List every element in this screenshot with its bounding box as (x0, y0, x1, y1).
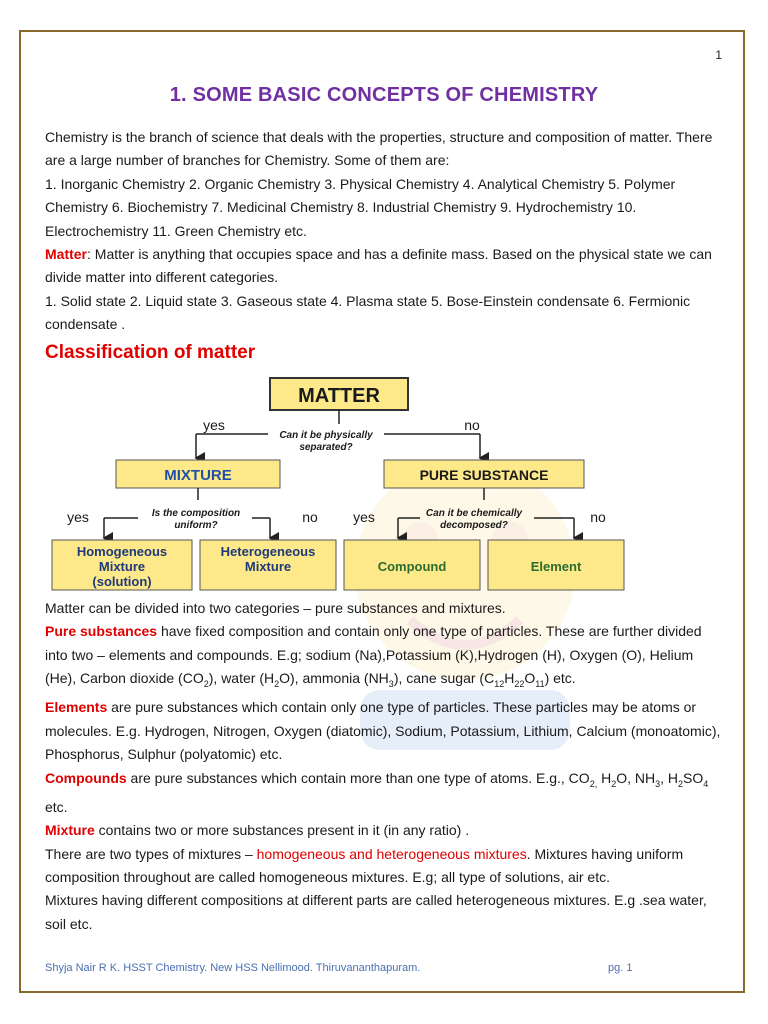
matter-definition (45, 243, 725, 290)
question-composition-uniform-line1: Is the composition (151, 508, 241, 519)
page-footer (45, 962, 635, 974)
elements-term: Elements (45, 699, 108, 716)
question-composition-uniform-line2: uniform? (174, 520, 218, 531)
pure-sub2: 2 (274, 679, 280, 690)
compounds-paragraph (45, 767, 725, 820)
compounds-sub1: 2, (589, 778, 598, 789)
pure-sub5: 22 (514, 679, 525, 690)
question-chemically-decomposed-line2: decomposed? (440, 520, 508, 531)
matter-divided-text: Matter can be divided into two categories – pure substances and mixtures. (45, 600, 506, 616)
yes-label-2: yes (67, 509, 89, 525)
compounds-sub5: 4 (703, 778, 709, 789)
compounds-text-e: SO (683, 769, 704, 786)
mixture-text: contains two or more substances present in it (in any ratio) . (94, 822, 470, 839)
pure-text-g: ) etc. (544, 670, 576, 687)
compounds-sub4: 2 (678, 778, 684, 789)
footer-source: Shyja Nair R K. HSST Chemistry. New HSS Nellimood. Thiruvananthapuram. (45, 962, 421, 974)
pure-substances-paragraph (45, 620, 725, 696)
compounds-text-d: , H (660, 769, 679, 786)
no-label-1: no (464, 417, 480, 433)
matter-term: Matter (45, 246, 88, 263)
pure-substances-term: Pure substances (45, 623, 158, 640)
compound-label: Compound (377, 559, 447, 574)
compounds-term: Compounds (45, 769, 127, 786)
intro-text: Chemistry is the branch of science that deals with the properties, structure and composition of matter. There are a large number of branches for Chemistry. Some of them are: (45, 129, 713, 169)
pure-sub6: 11 (535, 679, 545, 690)
pure-sub1: 2 (203, 679, 209, 690)
pure-text-d: ), cane sugar (C (393, 670, 495, 687)
homogeneous-line2: Mixture (98, 559, 146, 574)
types-text-b: . Mixtures having uniform composition throughout are called homogeneous mixtures. E.g; all type of solutions, air etc. (45, 845, 684, 886)
classification-diagram (42, 374, 632, 594)
homogeneous-line3: (solution) (92, 574, 152, 589)
pure-text-e: H (504, 670, 515, 687)
page-title: 1. SOME BASIC CONCEPTS OF CHEMISTRY (169, 84, 599, 106)
mixture-types-highlight: homogeneous and heterogeneous mixtures (256, 845, 527, 862)
no-label-3: no (590, 509, 606, 525)
intro-paragraph (45, 126, 725, 337)
pure-text-a: have fixed composition and contain only one type of particles. These are further divided into two – elements and compounds. E.g; sodium (Na),Potassium (K),Hydrogen (H), Oxygen (O), Helium (He), Carbon dioxide (CO (45, 623, 702, 687)
matter-label: MATTER (298, 385, 380, 407)
compounds-sub2: 2 (611, 778, 617, 789)
pure-text-b: ), water (H (208, 670, 275, 687)
elements-paragraph (45, 696, 725, 766)
pure-substance-label: PURE SUBSTANCE (419, 467, 549, 483)
footer-page: pg. 1 (608, 962, 633, 974)
compounds-text-a: are pure substances which contain more than one type of atoms. E.g., CO (126, 769, 590, 786)
compounds-text-b: H (597, 769, 612, 786)
yes-label-3: yes (353, 509, 375, 525)
compounds-text-c: O, NH (616, 769, 656, 786)
mixture-types-paragraph (45, 843, 725, 890)
states-list: 1. Solid state 2. Liquid state 3. Gaseous state 4. Plasma state 5. Bose-Einstein condensate 6. Fermionic condensate . (45, 292, 691, 333)
branches-list: 1. Inorganic Chemistry 2. Organic Chemistry 3. Physical Chemistry 4. Analytical Chemistry 5. Polymer Chemistry 6. Biochemistry 7. Medicinal Chemistry 8. Industrial Chemistry 9. Hydrochemistry 10. Electrochemistry 11. Green Chemistry etc. (45, 175, 676, 239)
elements-text: are pure substances which contain only one type of particles. These particles may be atoms or molecules. E.g. Hydrogen, Nitrogen, Oxygen (diatomic), Sodium, Potassium, Lithium, Calcium (monoatomic), Phosphorus, Sulphur (polyatomic) etc. (45, 699, 721, 763)
pure-sub4: 12 (494, 679, 505, 690)
types-text-a: There are two types of mixtures – (45, 845, 257, 862)
body-text (45, 597, 725, 936)
yes-label-1: yes (203, 417, 225, 433)
element-label: Element (530, 559, 582, 574)
pure-text-f: O (524, 670, 536, 687)
heterogeneous-line1: Heterogeneous (220, 544, 316, 559)
compounds-text-f: etc. (45, 798, 68, 815)
mixture-paragraph (45, 819, 725, 842)
compounds-sub3: 3 (655, 778, 661, 789)
homogeneous-line1: Homogeneous (76, 544, 168, 559)
no-label-2: no (302, 509, 318, 525)
question-physically-separated-line1: Can it be physically (279, 430, 373, 441)
question-chemically-decomposed-line1: Can it be chemically (425, 508, 523, 519)
page-number: 1 (715, 48, 722, 62)
heterogeneous-paragraph: Mixtures having different compositions at different parts are called heterogeneous mixtures. E.g .sea water, soil etc. (45, 892, 707, 932)
pure-text-c: O), ammonia (NH (279, 670, 389, 687)
pure-sub3: 3 (388, 679, 394, 690)
mixture-term: Mixture (45, 822, 95, 839)
heterogeneous-line2: Mixture (244, 559, 292, 574)
classification-heading: Classification of matter (45, 342, 256, 363)
mixture-label: MIXTURE (164, 467, 232, 484)
question-physically-separated-line2: separated? (299, 442, 353, 453)
matter-definition-text: : Matter is anything that occupies space and has a definite mass. Based on the physical state we can divide matter into different categories. (45, 246, 712, 286)
